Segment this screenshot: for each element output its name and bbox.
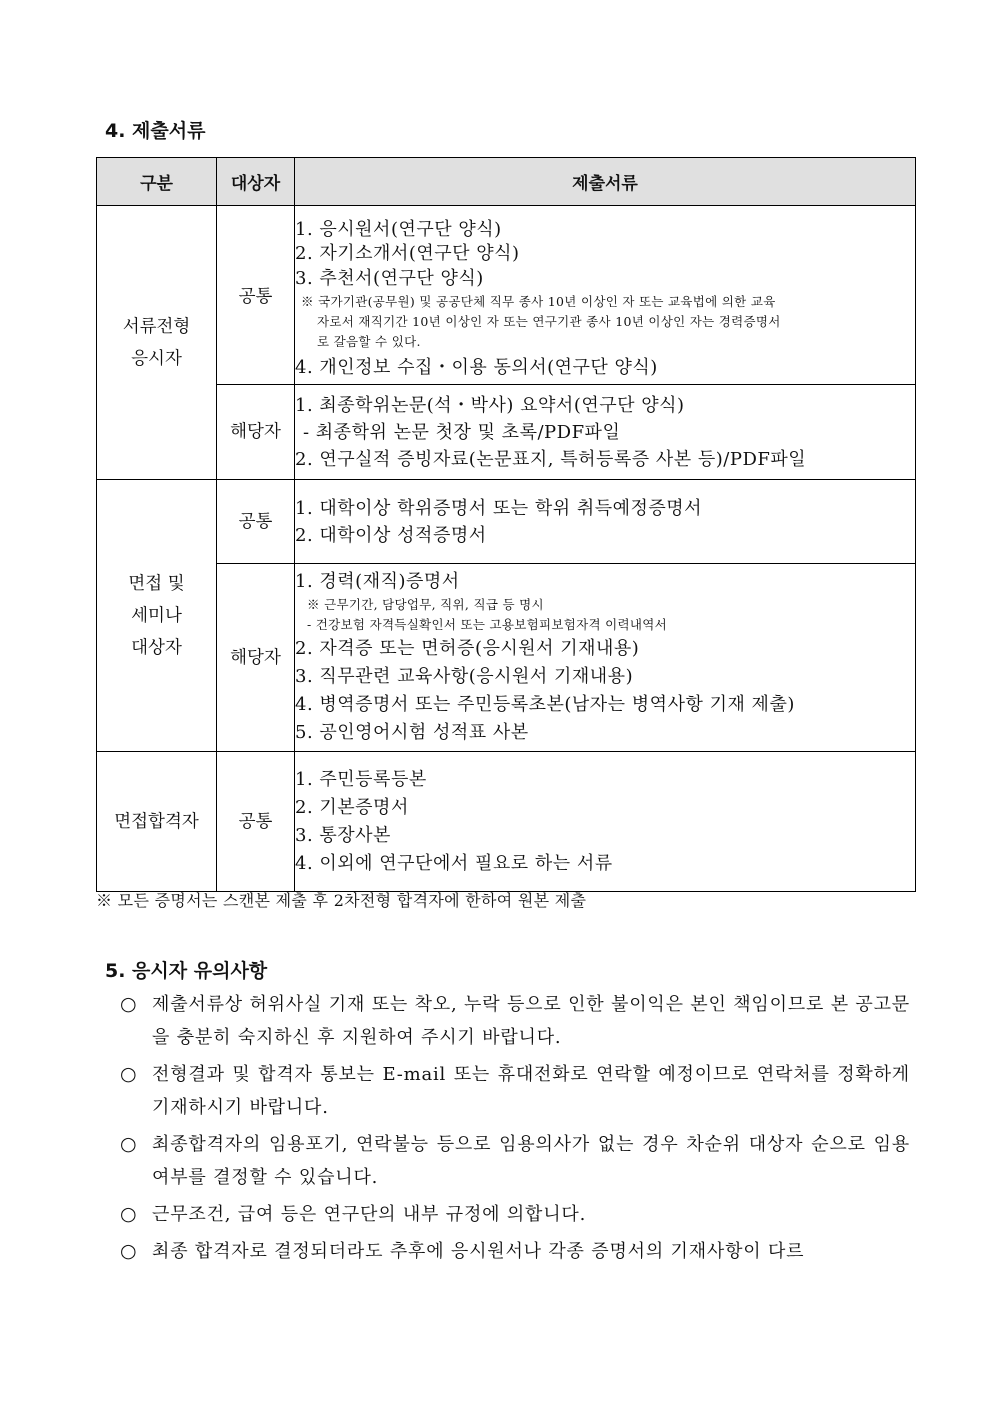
circle-bullet-icon: ○: [120, 1203, 137, 1225]
notice-text: 근무조건, 급여 등은 연구단의 내부 규정에 의합니다.: [152, 1204, 587, 1225]
header-documents: 제출서류: [295, 158, 916, 206]
note: ※ 국가기관(공무원) 및 공공단체 직무 종사 10년 이상인 자 또는 교육법에 의한 교육: [301, 294, 776, 309]
list-item: [120, 988, 910, 1054]
notice-text: 최종합격자의 임용포기, 연락불능 등으로 임용의사가 없는 경우 차순위 대상자 순으로 임용여부를 결정할 수 있습니다.: [152, 1134, 910, 1188]
category-doc-screening: 서류전형 응시자: [97, 206, 217, 480]
note: 로 갈음할 수 있다.: [317, 334, 421, 349]
list-item: 4. 병역증명서 또는 주민등록초본(남자는 병역사항 기재 제출): [295, 694, 795, 715]
notice-text: 최종 합격자로 결정되더라도 추후에 응시원서나 각종 증명서의 기재사항이 다르: [152, 1241, 805, 1262]
target-common: 공통: [217, 206, 295, 385]
section-5-title: 5. 응시자 유의사항: [105, 960, 268, 982]
circle-bullet-icon: ○: [120, 1133, 137, 1155]
section-4-title: 4. 제출서류: [105, 120, 206, 142]
list-item: 1. 응시원서(연구단 양식): [295, 219, 502, 240]
header-target: 대상자: [217, 158, 295, 206]
documents-cell: [295, 480, 916, 564]
list-item: [120, 1058, 910, 1124]
target-applicable: 해당자: [217, 564, 295, 752]
table-row: [97, 752, 916, 892]
list-item: [120, 1235, 910, 1268]
footnote: ※ 모든 증명서는 스캔본 제출 후 2차전형 합격자에 한하여 원본 제출: [96, 891, 587, 910]
target-applicable: 해당자: [217, 385, 295, 480]
note: ※ 근무기간, 담당업무, 직위, 직급 등 명시: [307, 597, 544, 612]
circle-bullet-icon: ○: [120, 1240, 137, 1262]
list-item: 1. 주민등록등본: [295, 768, 427, 790]
list-item: 1. 대학이상 학위증명서 또는 학위 취득예정증명서: [295, 497, 703, 519]
table-header-row: [97, 158, 916, 206]
documents-cell: [295, 206, 916, 385]
target-common: 공통: [217, 480, 295, 564]
list-item: 3. 통장사본: [295, 824, 391, 846]
documents-cell: [295, 564, 916, 752]
category-interview: 면접 및 세미나 대상자: [97, 480, 217, 752]
list-item: 3. 추천서(연구단 양식): [295, 268, 484, 289]
list-item: 2. 자격증 또는 면허증(응시원서 기재내용): [295, 638, 640, 659]
notice-text: 전형결과 및 합격자 통보는 E-mail 또는 휴대전화로 연락할 예정이므로 연락처를 정확하게 기재하시기 바랍니다.: [152, 1064, 910, 1118]
list-item: - 최종학위 논문 첫장 및 초록/PDF파일: [303, 421, 621, 443]
documents-table: [96, 157, 916, 892]
table-row: [97, 564, 916, 752]
list-item: [120, 1198, 910, 1231]
note: - 건강보험 자격득실확인서 또는 고용보험피보험자격 이력내역서: [307, 617, 668, 632]
table-row: [97, 480, 916, 564]
list-item: 3. 직무관련 교육사항(응시원서 기재내용): [295, 666, 634, 687]
note: 자로서 재직기간 10년 이상인 자 또는 연구기관 종사 10년 이상인 자는 경력증명서: [317, 314, 781, 329]
notice-list: [120, 988, 910, 1272]
list-item: [120, 1128, 910, 1194]
list-item: 1. 최종학위논문(석・박사) 요약서(연구단 양식): [295, 394, 685, 416]
category-passed: 면접합격자: [97, 752, 217, 892]
circle-bullet-icon: ○: [120, 1063, 137, 1085]
list-item: 5. 공인영어시험 성적표 사본: [295, 722, 529, 743]
list-item: 4. 이외에 연구단에서 필요로 하는 서류: [295, 852, 613, 874]
list-item: 2. 연구실적 증빙자료(논문표지, 특허등록증 사본 등)/PDF파일: [295, 448, 807, 470]
list-item: 4. 개인정보 수집・이용 동의서(연구단 양식): [295, 357, 658, 378]
target-common: 공통: [217, 752, 295, 892]
documents-cell: [295, 752, 916, 892]
notice-text: 제출서류상 허위사실 기재 또는 착오, 누락 등으로 인한 불이익은 본인 책임이므로 본 공고문을 충분히 숙지하신 후 지원하여 주시기 바랍니다.: [152, 994, 910, 1048]
table-row: [97, 206, 916, 385]
list-item: 2. 기본증명서: [295, 796, 409, 818]
list-item: 1. 경력(재직)증명서: [295, 571, 460, 592]
table-row: [97, 385, 916, 480]
circle-bullet-icon: ○: [120, 993, 137, 1015]
list-item: 2. 대학이상 성적증명서: [295, 524, 487, 546]
documents-cell: [295, 385, 916, 480]
header-category: 구분: [97, 158, 217, 206]
list-item: 2. 자기소개서(연구단 양식): [295, 243, 520, 264]
